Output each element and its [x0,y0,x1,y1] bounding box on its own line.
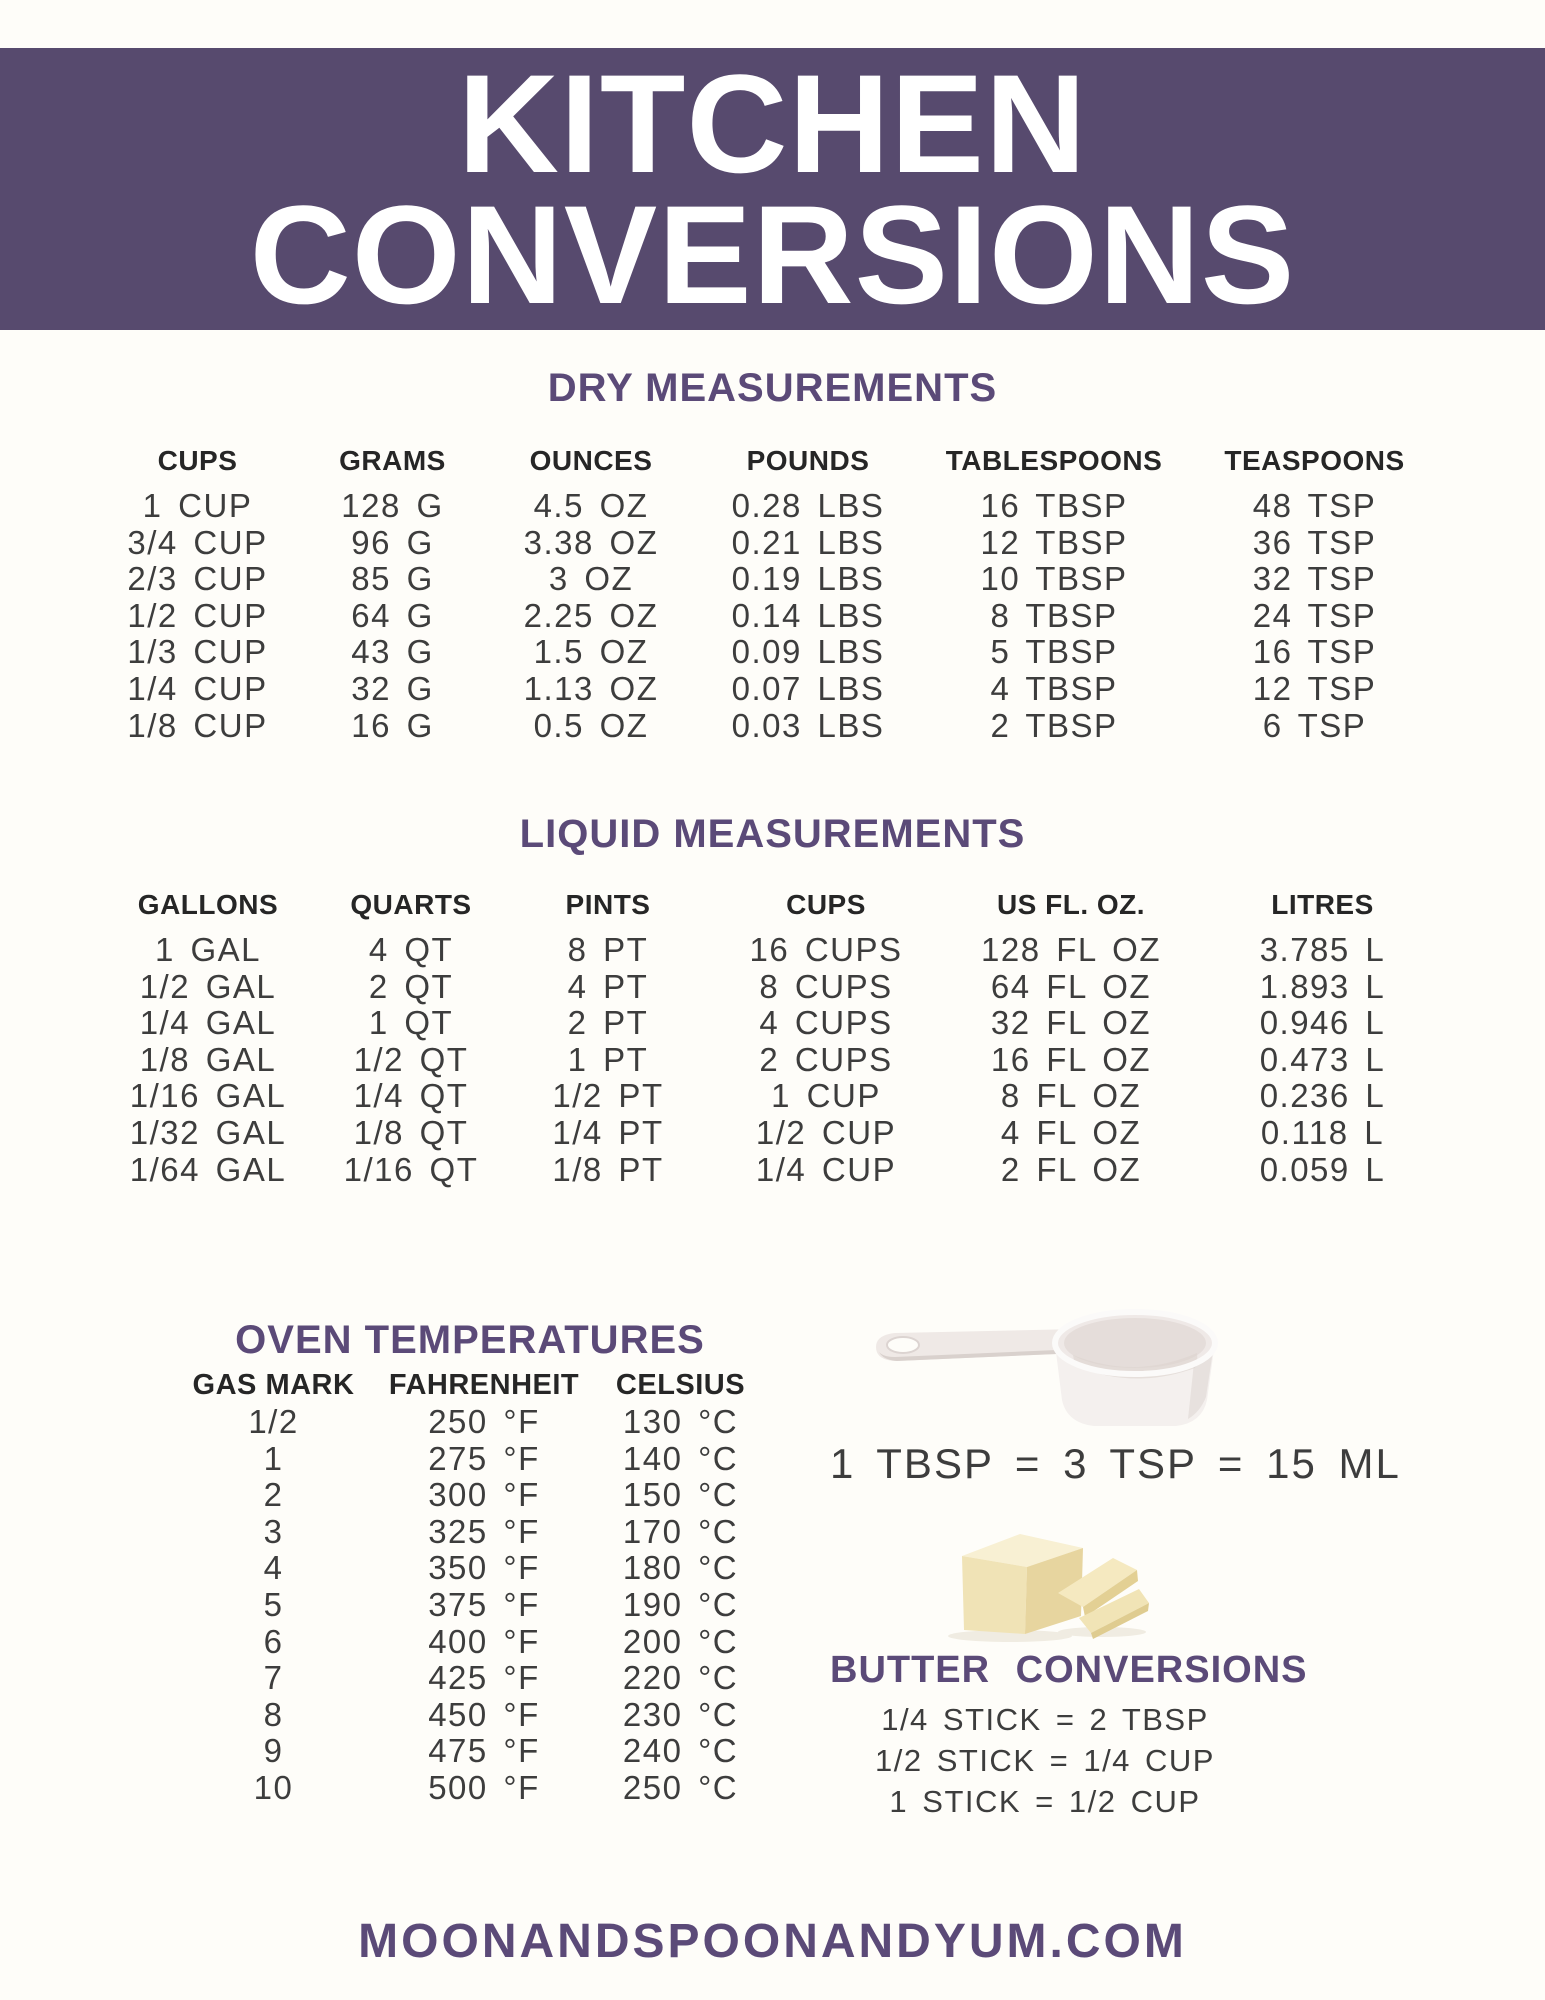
table-cell: 8 TBSP [990,596,1118,634]
table-cell: 1 [263,1439,284,1477]
table-cell: 2 TBSP [990,706,1118,744]
oven-table-header-row [160,1370,780,1400]
dry-table-header-row [100,446,1445,476]
table-cell: 240 °C [622,1732,739,1770]
table-cell: 1.893 L [1259,967,1386,1005]
table-cell: 5 TBSP [990,633,1118,671]
table-cell: 36 TSP [1252,523,1377,561]
table-cell: 32 TSP [1252,560,1377,598]
table-cell: 475 °F [428,1732,540,1770]
table-cell: 220 °C [622,1659,739,1697]
table-cell: US FL. OZ. [996,889,1146,920]
table-cell: 16 CUPS [749,931,903,968]
table-cell: 2 PT [567,1004,649,1042]
table-cell: 8 CUPS [759,967,893,1005]
table-cell: 1/3 CUP [127,633,268,671]
table-cell: 275 °F [428,1439,540,1477]
table-cell: 1 PT [567,1040,649,1078]
measuring-cup-icon [865,1300,1225,1430]
table-cell: 4.5 OZ [533,487,649,524]
table-cell: 1/64 GAL [129,1150,287,1188]
table-cell: 1/8 PT [552,1150,664,1188]
liquid-table-body [100,932,1445,1188]
table-cell: 0.473 L [1259,1040,1386,1078]
table-cell: 250 °F [428,1403,540,1440]
table-cell: 4 CUPS [759,1004,893,1042]
table-cell: 1/16 GAL [129,1077,287,1115]
table-cell: 2 [263,1476,284,1514]
table-cell: 9 [263,1732,284,1770]
table-cell: 12 TBSP [980,523,1128,561]
table-cell: TEASPOONS [1224,445,1405,476]
table-cell: 1/4 QT [353,1077,469,1115]
table-cell: 6 TSP [1262,706,1367,744]
table-cell: 2/3 CUP [127,560,268,598]
table-cell: 5 [263,1585,284,1623]
table-cell: 200 °C [622,1622,739,1660]
table-cell: 1/4 CUP [127,669,268,707]
table-cell: 0.059 L [1259,1150,1386,1188]
table-cell: 0.03 LBS [731,706,885,744]
table-cell: 350 °F [428,1549,540,1587]
table-cell: 8 FL OZ [1000,1077,1142,1115]
table-cell: 1/2 [248,1403,299,1440]
visuals-column [830,1300,1401,1822]
table-cell: 96 G [351,523,434,561]
liquid-section-title: LIQUID MEASUREMENTS [519,812,1026,856]
table-cell: 1/4 PT [552,1113,664,1151]
table-cell: 190 °C [622,1585,739,1623]
table-cell: 4 [263,1549,284,1587]
table-cell: 1/2 PT [552,1077,664,1115]
table-cell: 3 OZ [548,560,634,598]
table-cell: 24 TSP [1252,596,1377,634]
table-cell: 3.785 L [1259,931,1386,968]
table-cell: 0.118 L [1260,1113,1385,1151]
table-cell: 250 °C [622,1768,739,1806]
table-cell: 325 °F [428,1512,540,1550]
table-cell: GRAMS [339,445,446,476]
table-cell: 0.09 LBS [731,633,885,671]
table-cell: TABLESPOONS [945,445,1163,476]
table-cell: 1.5 OZ [533,633,649,671]
table-cell: 16 G [351,706,434,744]
table-cell: 0.5 OZ [533,706,649,744]
table-cell: 1/2 QT [353,1040,469,1078]
liquid-table-header-row [100,890,1445,920]
oven-temperatures-section [160,1318,780,1807]
butter-conversion-lines [830,1699,1260,1822]
table-cell: 1/2 STICK = 1/4 CUP [875,1743,1215,1778]
table-cell: QUARTS [350,889,472,920]
butter-conversions-title: BUTTER CONVERSIONS [830,1649,1308,1691]
table-cell: 375 °F [428,1585,540,1623]
table-cell: 43 G [351,633,434,671]
table-cell: 0.236 L [1259,1077,1386,1115]
table-cell: 1/4 STICK = 2 TBSP [881,1702,1209,1737]
table-cell: 10 TBSP [980,560,1128,598]
website-footer: MOONANDSPOONANDYUM.COM [358,1915,1187,1968]
table-cell: CUPS [786,889,866,920]
table-cell: 1 CUP [771,1077,881,1115]
table-cell: 4 QT [368,931,454,968]
table-cell: 1/8 GAL [139,1040,277,1078]
dry-section-title: DRY MEASUREMENTS [547,366,998,410]
table-cell: 1 QT [368,1004,454,1042]
table-cell: 32 FL OZ [990,1004,1152,1042]
table-cell: 400 °F [428,1622,540,1660]
table-cell: 64 FL OZ [990,967,1152,1005]
table-cell: 500 °F [428,1768,540,1806]
table-cell: CELSIUS [615,1369,746,1401]
table-cell: 48 TSP [1252,487,1377,524]
table-cell: 12 TSP [1252,669,1377,707]
table-cell: 7 [263,1659,284,1697]
table-cell: 3 [263,1512,284,1550]
table-cell: 8 PT [567,931,649,968]
table-cell: 0.28 LBS [731,487,885,524]
table-cell: 16 TBSP [980,487,1128,524]
table-cell: GAS MARK [192,1369,355,1401]
table-cell: 0.14 LBS [731,596,885,634]
table-cell: 170 °C [622,1512,739,1550]
table-cell: 32 G [351,669,434,707]
table-cell: 300 °F [428,1476,540,1514]
table-cell: 450 °F [428,1695,540,1733]
table-cell: 1 STICK = 1/2 CUP [889,1784,1201,1819]
table-cell: OUNCES [529,445,653,476]
table-cell: 4 PT [567,967,649,1005]
table-cell: FAHRENHEIT [388,1369,580,1401]
table-cell: 0.07 LBS [731,669,885,707]
table-cell: 2 FL OZ [1000,1150,1142,1188]
table-cell: 1/2 CUP [755,1113,897,1151]
table-cell: 1 CUP [142,487,253,524]
table-cell: 128 G [341,487,444,524]
table-cell: CUPS [157,445,238,476]
table-cell: 16 TSP [1252,633,1377,671]
table-cell: GALLONS [137,889,279,920]
table-cell: 1/4 GAL [139,1004,277,1042]
table-cell: 0.946 L [1259,1004,1386,1042]
liquid-measurements-section [100,812,1445,1188]
table-cell: 2.25 OZ [523,596,659,634]
butter-sticks-icon [940,1520,1150,1645]
table-cell: LITRES [1271,889,1374,920]
page-title-line1: KITCHEN [457,45,1088,202]
table-cell: 8 [263,1695,284,1733]
table-cell: 230 °C [622,1695,739,1733]
tablespoon-equation-text: 1 TBSP = 3 TSP = 15 ML [830,1440,1401,1487]
page-header-banner [0,45,1545,333]
oven-section-title: OVEN TEMPERATURES [235,1318,705,1362]
table-cell: 1/8 QT [353,1113,469,1151]
table-cell: 4 FL OZ [1000,1113,1142,1151]
table-cell: 0.21 LBS [731,523,885,561]
dry-measurements-section [100,366,1445,744]
table-cell: 1/32 GAL [129,1113,287,1151]
table-cell: 85 G [351,560,434,598]
table-cell: 1/16 QT [343,1150,479,1188]
table-cell: 2 CUPS [759,1040,893,1078]
table-cell: 1/8 CUP [127,706,268,744]
table-cell: 0.19 LBS [731,560,885,598]
table-cell: 140 °C [622,1439,739,1477]
table-cell: 16 FL OZ [990,1040,1152,1078]
table-cell: POUNDS [746,445,870,476]
table-cell: 64 G [351,596,434,634]
table-cell: 1 GAL [154,931,262,968]
page-title-line2: CONVERSIONS [249,176,1296,333]
table-cell: 1.13 OZ [523,669,659,707]
table-cell: 150 °C [622,1476,739,1514]
table-cell: 1/4 CUP [755,1150,897,1188]
table-cell: 10 [253,1768,294,1806]
table-cell: 128 FL OZ [980,931,1161,968]
table-cell: 130 °C [622,1403,739,1440]
table-cell: 1/2 GAL [139,967,277,1005]
table-cell: 6 [263,1622,284,1660]
dry-table-body [100,488,1445,744]
oven-table-body [160,1404,780,1807]
table-cell: PINTS [565,889,651,920]
table-cell: 2 QT [368,967,454,1005]
table-cell: 180 °C [622,1549,739,1587]
table-cell: 3/4 CUP [127,523,268,561]
table-cell: 1/2 CUP [127,596,268,634]
table-cell: 3.38 OZ [523,523,659,561]
table-cell: 425 °F [428,1659,540,1697]
table-cell: 4 TBSP [990,669,1118,707]
